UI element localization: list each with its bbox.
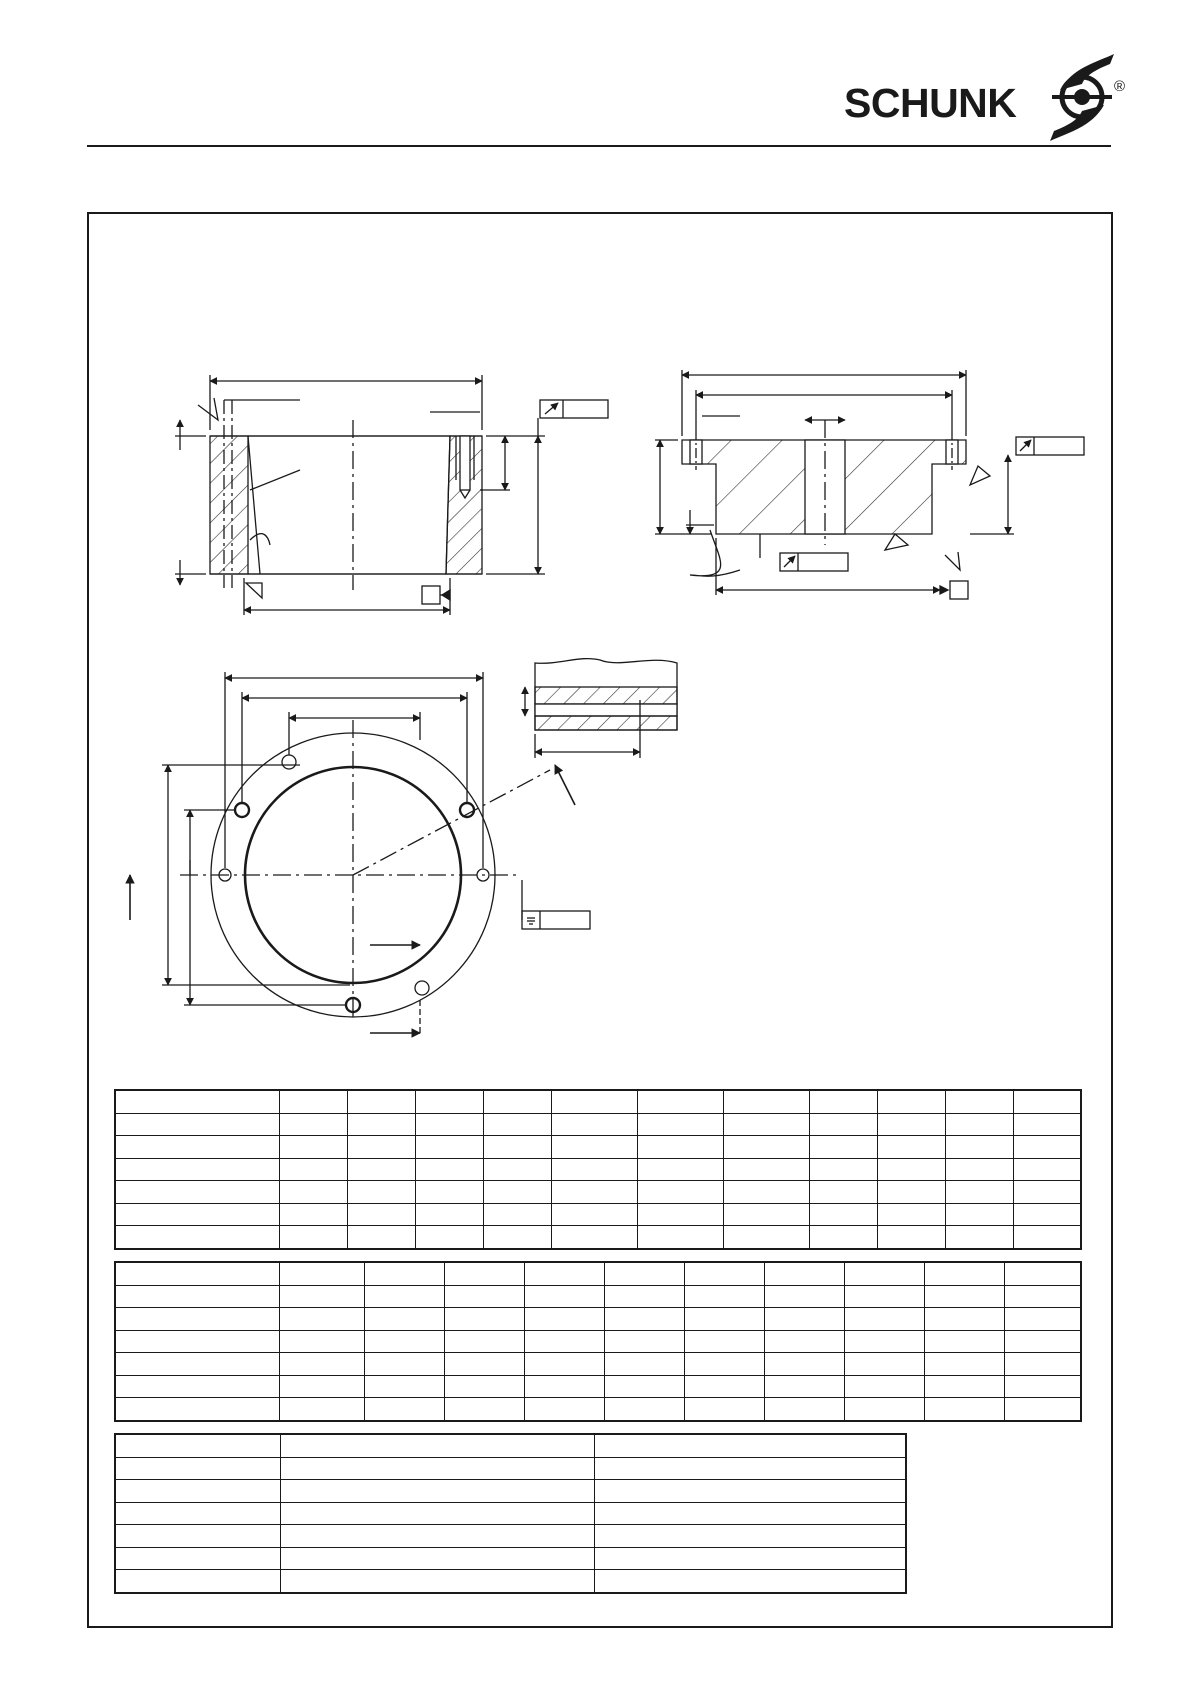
table-cell — [1013, 1181, 1081, 1204]
table-cell — [483, 1113, 551, 1136]
table-cell — [279, 1203, 347, 1226]
table-cell — [637, 1113, 723, 1136]
table-cell — [444, 1262, 524, 1285]
table-cell — [364, 1375, 444, 1398]
table-cell — [364, 1262, 444, 1285]
table-row — [115, 1226, 1081, 1249]
table-cell — [279, 1398, 364, 1421]
table-cell — [444, 1398, 524, 1421]
table-cell — [723, 1226, 809, 1249]
table-cell — [604, 1308, 684, 1331]
table-cell — [637, 1158, 723, 1181]
table-row — [115, 1158, 1081, 1181]
table-cell — [279, 1308, 364, 1331]
table-cell — [1013, 1090, 1081, 1113]
table-cell — [1013, 1158, 1081, 1181]
table-cell — [1013, 1113, 1081, 1136]
table-cell — [524, 1285, 604, 1308]
table-cell — [844, 1330, 924, 1353]
table-cell — [684, 1398, 764, 1421]
table-cell — [594, 1525, 906, 1548]
table-cell — [280, 1480, 594, 1503]
table-cell — [444, 1375, 524, 1398]
table-cell — [115, 1570, 280, 1593]
dimensions-table-2 — [114, 1261, 1082, 1422]
table-cell — [684, 1353, 764, 1376]
table-cell — [945, 1181, 1013, 1204]
table-cell — [280, 1434, 594, 1457]
table-cell — [524, 1353, 604, 1376]
table-cell — [115, 1398, 279, 1421]
table-cell — [924, 1308, 1004, 1331]
table-cell — [279, 1353, 364, 1376]
table-cell — [924, 1398, 1004, 1421]
table-row — [115, 1090, 1081, 1113]
table-row — [115, 1480, 906, 1503]
dimensions-table-1 — [114, 1089, 1082, 1250]
table-cell — [115, 1457, 280, 1480]
table-cell — [877, 1203, 945, 1226]
table-cell — [279, 1375, 364, 1398]
table-cell — [1004, 1262, 1081, 1285]
table-cell — [280, 1547, 594, 1570]
table-cell — [637, 1181, 723, 1204]
table-cell — [594, 1502, 906, 1525]
table-cell — [364, 1353, 444, 1376]
table-cell — [604, 1330, 684, 1353]
table-cell — [279, 1090, 347, 1113]
table-cell — [347, 1113, 415, 1136]
table-cell — [684, 1308, 764, 1331]
table-cell — [364, 1308, 444, 1331]
table-cell — [604, 1375, 684, 1398]
table-cell — [764, 1375, 844, 1398]
table-cell — [115, 1203, 279, 1226]
table-cell — [594, 1434, 906, 1457]
table-cell — [115, 1262, 279, 1285]
dimensions-table-3 — [114, 1433, 907, 1594]
table-cell — [809, 1203, 877, 1226]
table-cell — [279, 1330, 364, 1353]
table-cell — [115, 1434, 280, 1457]
table-cell — [877, 1113, 945, 1136]
table-cell — [637, 1090, 723, 1113]
table-cell — [764, 1330, 844, 1353]
table-cell — [551, 1113, 637, 1136]
table-cell — [1004, 1398, 1081, 1421]
table-cell — [809, 1136, 877, 1159]
table-cell — [1004, 1375, 1081, 1398]
table-cell — [551, 1181, 637, 1204]
table-cell — [551, 1158, 637, 1181]
table-row — [115, 1375, 1081, 1398]
table-cell — [279, 1113, 347, 1136]
table-cell — [844, 1375, 924, 1398]
table-row — [115, 1203, 1081, 1226]
table-cell — [483, 1090, 551, 1113]
table-cell — [1004, 1308, 1081, 1331]
table-cell — [723, 1181, 809, 1204]
table-cell — [115, 1525, 280, 1548]
table-cell — [809, 1090, 877, 1113]
table-cell — [764, 1285, 844, 1308]
table-cell — [551, 1090, 637, 1113]
table-cell — [924, 1353, 1004, 1376]
table-cell — [945, 1090, 1013, 1113]
table-cell — [444, 1353, 524, 1376]
table-cell — [877, 1226, 945, 1249]
table-cell — [809, 1226, 877, 1249]
table-cell — [551, 1203, 637, 1226]
table-cell — [604, 1398, 684, 1421]
table-cell — [764, 1308, 844, 1331]
table-cell — [279, 1262, 364, 1285]
table-row — [115, 1525, 906, 1548]
table-cell — [279, 1136, 347, 1159]
table-cell — [415, 1136, 483, 1159]
table-cell — [594, 1480, 906, 1503]
table-cell — [877, 1090, 945, 1113]
table-cell — [945, 1113, 1013, 1136]
table-cell — [723, 1136, 809, 1159]
table-cell — [809, 1158, 877, 1181]
table-cell — [924, 1285, 1004, 1308]
table-cell — [279, 1158, 347, 1181]
table-row — [115, 1457, 906, 1480]
table-cell — [637, 1203, 723, 1226]
table-cell — [279, 1226, 347, 1249]
table-row — [115, 1353, 1081, 1376]
table-cell — [637, 1226, 723, 1249]
table-cell — [844, 1308, 924, 1331]
table-cell — [1013, 1136, 1081, 1159]
table-row — [115, 1330, 1081, 1353]
table-cell — [444, 1330, 524, 1353]
table-cell — [924, 1262, 1004, 1285]
table-cell — [347, 1090, 415, 1113]
table-cell — [723, 1203, 809, 1226]
table-cell — [115, 1547, 280, 1570]
table-row — [115, 1308, 1081, 1331]
table-cell — [280, 1570, 594, 1593]
table-row — [115, 1285, 1081, 1308]
table-cell — [551, 1136, 637, 1159]
table-cell — [877, 1136, 945, 1159]
table-cell — [415, 1158, 483, 1181]
plan-view-flange — [130, 672, 590, 1033]
table-cell — [115, 1285, 279, 1308]
table-cell — [347, 1203, 415, 1226]
section-view-disc — [655, 370, 1084, 599]
table-cell — [115, 1330, 279, 1353]
table-cell — [115, 1502, 280, 1525]
table-cell — [415, 1226, 483, 1249]
table-cell — [280, 1457, 594, 1480]
table-cell — [1004, 1330, 1081, 1353]
table-cell — [1004, 1285, 1081, 1308]
table-cell — [1013, 1226, 1081, 1249]
table-cell — [945, 1136, 1013, 1159]
table-cell — [415, 1203, 483, 1226]
table-cell — [280, 1502, 594, 1525]
table-cell — [924, 1375, 1004, 1398]
table-cell — [444, 1308, 524, 1331]
table-cell — [1004, 1353, 1081, 1376]
table-cell — [115, 1136, 279, 1159]
table-cell — [637, 1136, 723, 1159]
table-cell — [483, 1181, 551, 1204]
table-cell — [551, 1226, 637, 1249]
table-cell — [764, 1398, 844, 1421]
table-cell — [877, 1158, 945, 1181]
table-cell — [483, 1158, 551, 1181]
table-cell — [483, 1203, 551, 1226]
table-cell — [524, 1398, 604, 1421]
table-row — [115, 1113, 1081, 1136]
table-cell — [115, 1181, 279, 1204]
table-cell — [279, 1285, 364, 1308]
table-cell — [279, 1181, 347, 1204]
detail-view — [525, 659, 677, 758]
table-cell — [364, 1285, 444, 1308]
table-cell — [723, 1113, 809, 1136]
table-cell — [945, 1226, 1013, 1249]
table-row — [115, 1570, 906, 1593]
table-cell — [945, 1203, 1013, 1226]
table-cell — [524, 1308, 604, 1331]
table-row — [115, 1181, 1081, 1204]
table-cell — [684, 1262, 764, 1285]
table-cell — [844, 1285, 924, 1308]
table-cell — [444, 1285, 524, 1308]
table-cell — [415, 1113, 483, 1136]
table-cell — [764, 1262, 844, 1285]
table-cell — [604, 1262, 684, 1285]
table-cell — [415, 1090, 483, 1113]
table-cell — [594, 1547, 906, 1570]
table-cell — [364, 1398, 444, 1421]
table-cell — [684, 1285, 764, 1308]
table-cell — [844, 1353, 924, 1376]
table-cell — [483, 1136, 551, 1159]
table-cell — [347, 1181, 415, 1204]
table-cell — [347, 1226, 415, 1249]
table-cell — [347, 1136, 415, 1159]
table-cell — [115, 1226, 279, 1249]
table-cell — [115, 1353, 279, 1376]
table-cell — [604, 1353, 684, 1376]
table-cell — [364, 1330, 444, 1353]
table-cell — [594, 1457, 906, 1480]
table-cell — [684, 1375, 764, 1398]
table-cell — [723, 1158, 809, 1181]
table-cell — [483, 1226, 551, 1249]
table-cell — [524, 1262, 604, 1285]
table-row — [115, 1398, 1081, 1421]
table-cell — [524, 1330, 604, 1353]
table-cell — [280, 1525, 594, 1548]
table-row — [115, 1547, 906, 1570]
table-cell — [809, 1181, 877, 1204]
table-row — [115, 1502, 906, 1525]
table-cell — [924, 1330, 1004, 1353]
table-row — [115, 1262, 1081, 1285]
table-cell — [594, 1570, 906, 1593]
table-cell — [764, 1353, 844, 1376]
table-cell — [809, 1113, 877, 1136]
table-cell — [115, 1090, 279, 1113]
table-cell — [115, 1480, 280, 1503]
section-view-ring — [175, 375, 608, 615]
table-cell — [723, 1090, 809, 1113]
registered-mark: ® — [1114, 78, 1126, 95]
table-cell — [115, 1375, 279, 1398]
table-cell — [877, 1181, 945, 1204]
table-row — [115, 1434, 906, 1457]
table-cell — [844, 1262, 924, 1285]
table-cell — [945, 1158, 1013, 1181]
table-cell — [604, 1285, 684, 1308]
table-cell — [844, 1398, 924, 1421]
table-cell — [347, 1158, 415, 1181]
table-cell — [115, 1158, 279, 1181]
table-row — [115, 1136, 1081, 1159]
table-cell — [415, 1181, 483, 1204]
table-cell — [684, 1330, 764, 1353]
table-cell — [1013, 1203, 1081, 1226]
table-cell — [524, 1375, 604, 1398]
table-cell — [115, 1308, 279, 1331]
brand-wordmark: SCHUNK — [844, 80, 1017, 126]
table-cell — [115, 1113, 279, 1136]
